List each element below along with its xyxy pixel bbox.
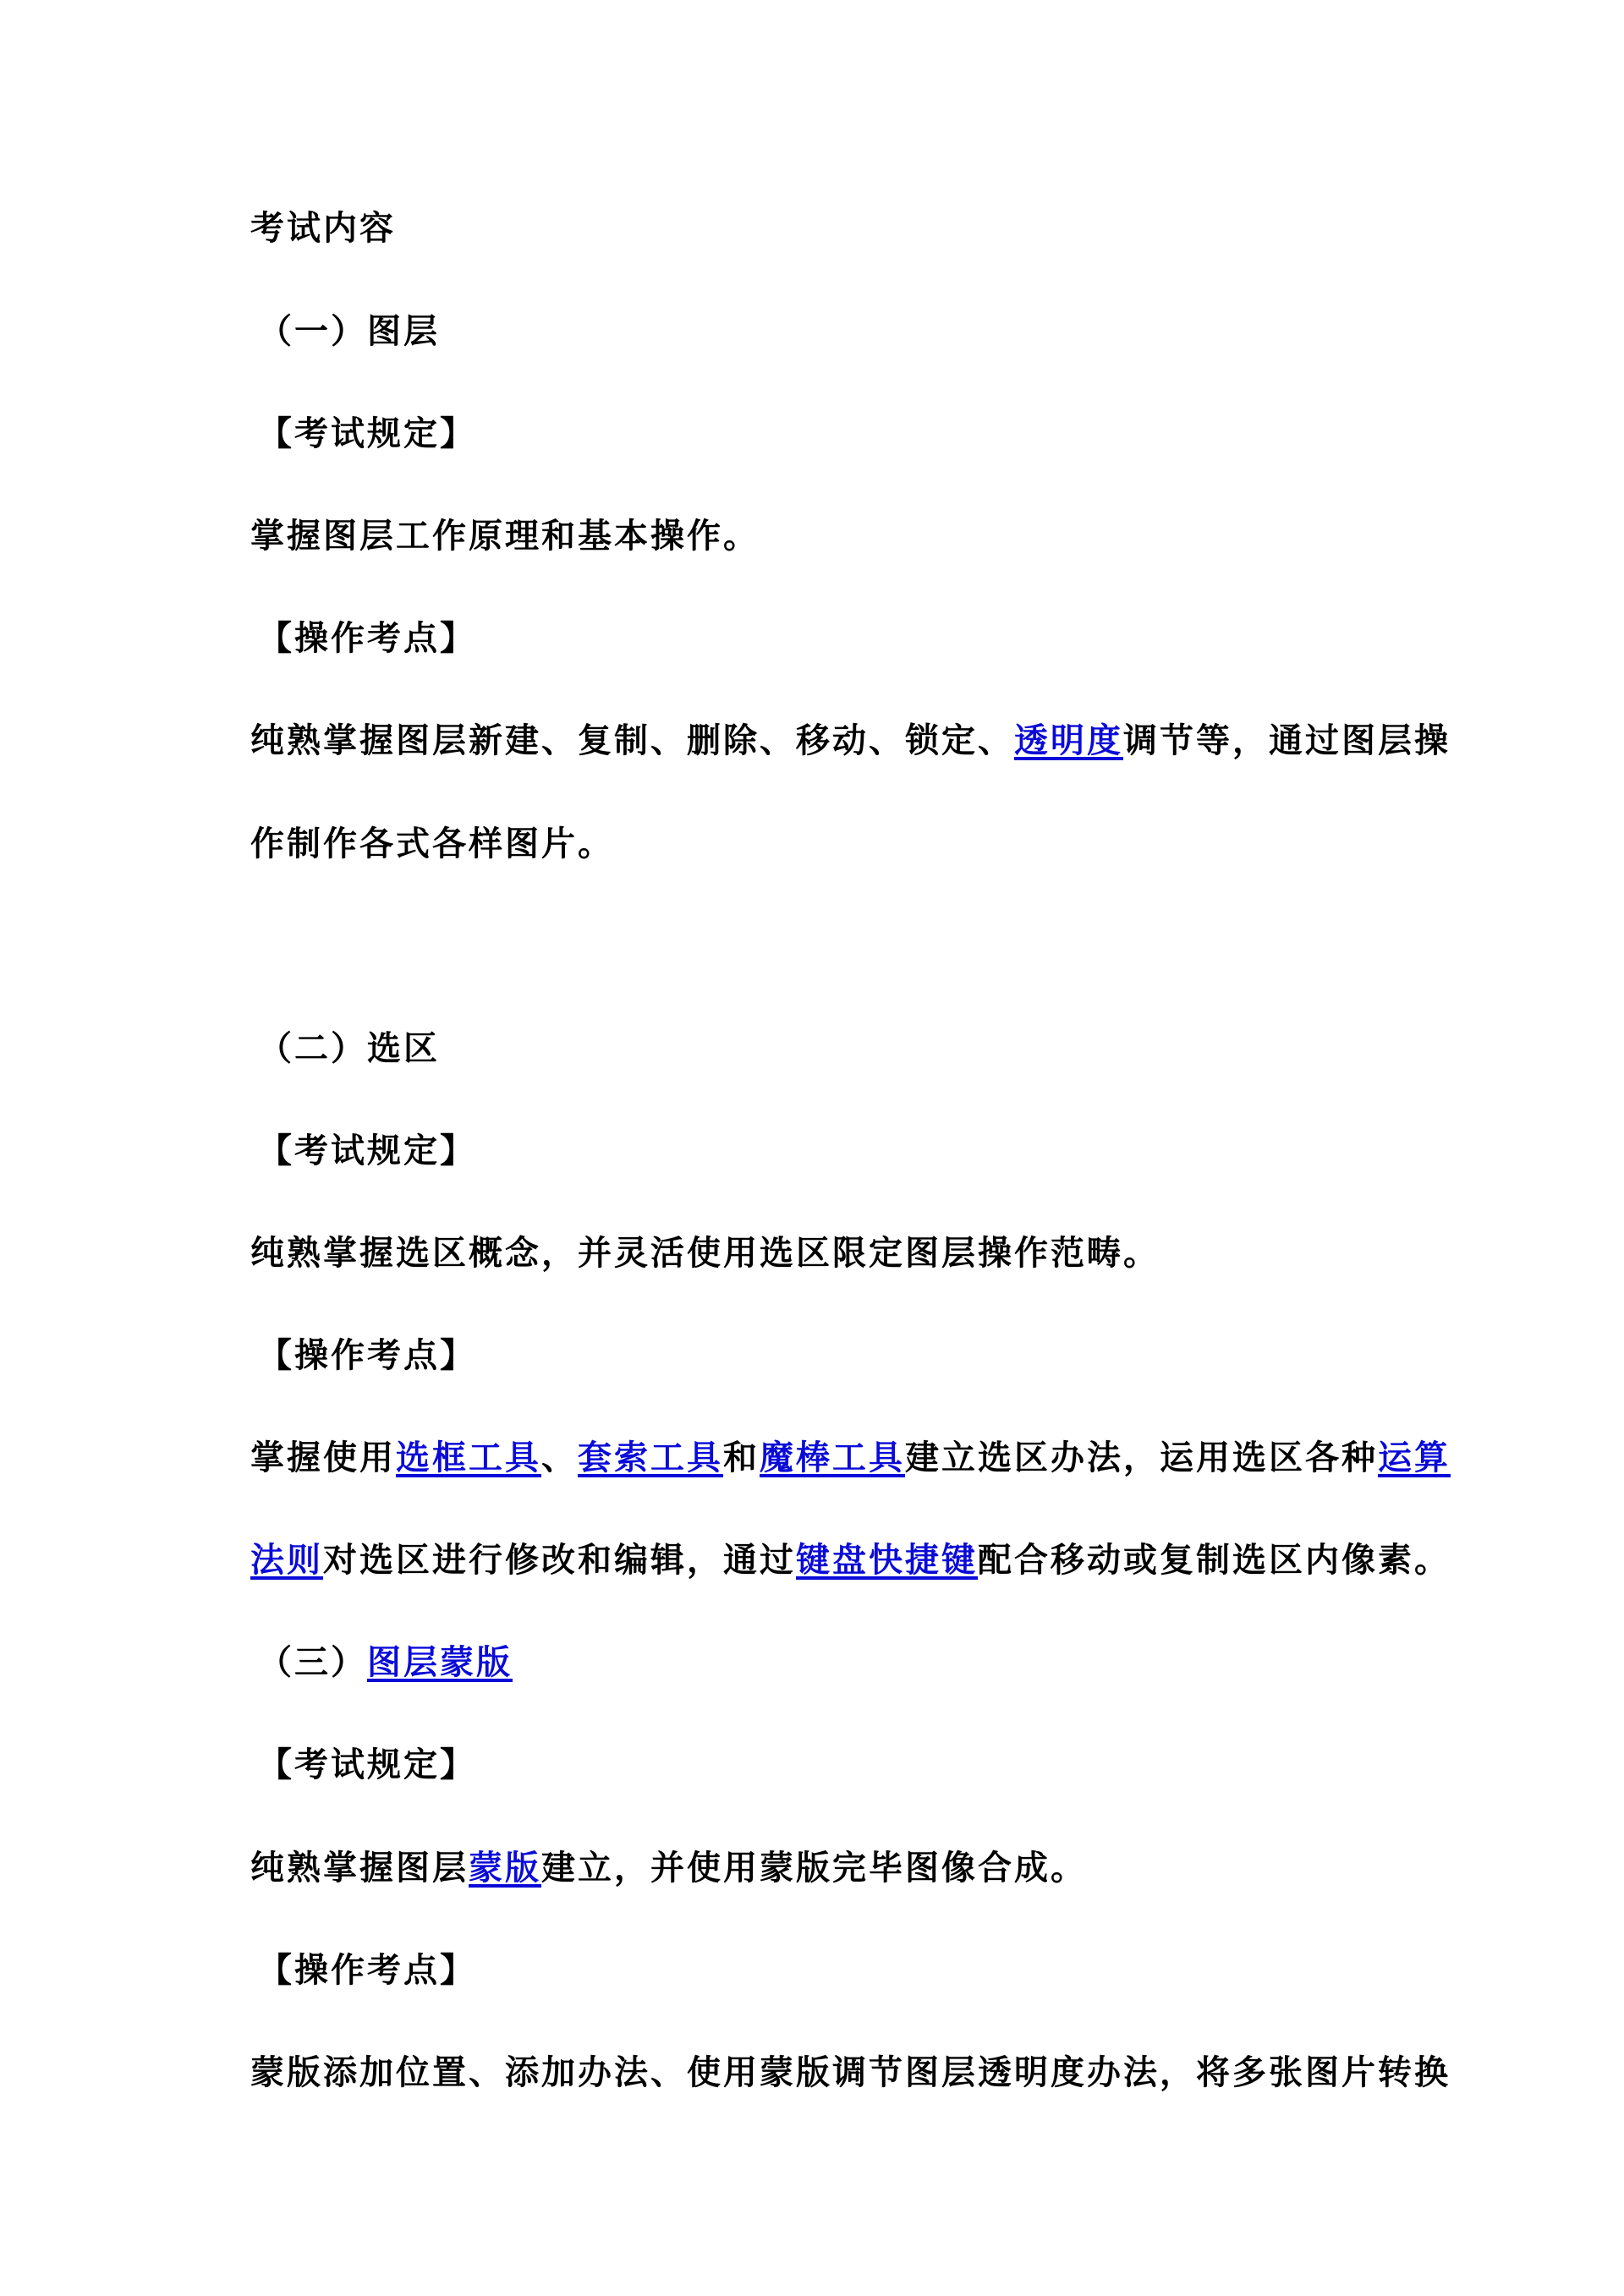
marquee-tool-link[interactable]: 选框工具 [396, 1438, 541, 1477]
section-3-rule-heading: 【考试规定】 [258, 1745, 476, 1784]
mask-link[interactable]: 蒙版 [469, 1848, 541, 1888]
lasso-tool-link[interactable]: 套索工具 [578, 1438, 723, 1477]
section-2-points-text-2: 对选区进行修改和编辑，通过 [323, 1540, 796, 1580]
transparency-link[interactable]: 透明度 [1014, 721, 1123, 760]
document-heading: 考试内容 [250, 208, 396, 248]
section-2-points-text: 掌握使用 [250, 1438, 396, 1477]
section-1-points-line-1 [250, 717, 1451, 764]
section-3-rule-text [250, 1844, 1087, 1892]
section-2-rule-heading: 【考试规定】 [258, 1131, 476, 1170]
section-3-rule-text-after: 建立，并使用蒙版完毕图像合成。 [541, 1848, 1087, 1888]
section-3-title [258, 1639, 513, 1686]
section-2-points-separator: 、 [541, 1438, 578, 1477]
keyboard-shortcut-link[interactable]: 键盘快捷键 [796, 1540, 978, 1580]
section-1-points-line-2: 作制作各式各样图片。 [250, 824, 614, 863]
section-2-rule-text: 纯熟掌握选区概念，并灵活使用选区限定图层操作范畴。 [250, 1233, 1160, 1273]
operation-rules-link-part-1[interactable]: 运算 [1378, 1438, 1451, 1477]
section-2-points-line-1 [250, 1434, 1451, 1482]
operation-rules-link-part-2[interactable]: 法则 [250, 1540, 323, 1580]
section-1-title: （一）图层 [258, 311, 440, 351]
section-3-points-heading: 【操作考点】 [258, 1950, 476, 1990]
layer-mask-link[interactable]: 图层蒙版 [367, 1642, 513, 1682]
section-1-points-heading: 【操作考点】 [258, 618, 476, 658]
section-1-points-text: 纯熟掌握图层新建、复制、删除、移动、锁定、 [250, 721, 1014, 760]
section-3-points-line-1: 蒙版添加位置、添加办法、使用蒙版调节图层透明度办法，将多张图片转换 [250, 2052, 1451, 2092]
section-2-points-text-mid: 建立选区办法，运用选区各种 [905, 1438, 1378, 1477]
section-2-title: （二）选区 [258, 1028, 440, 1068]
section-2-points-line-2 [250, 1537, 1451, 1584]
section-2-points-heading: 【操作考点】 [258, 1335, 476, 1375]
section-1-rule-text: 掌握图层工作原理和基本操作。 [250, 516, 760, 556]
magic-wand-tool-link[interactable]: 魔棒工具 [760, 1438, 905, 1477]
section-3-title-prefix: （三） [258, 1642, 367, 1682]
section-3-rule-text-before: 纯熟掌握图层 [250, 1848, 469, 1888]
section-1-points-text-after: 调节等，通过图层操 [1123, 721, 1451, 760]
section-1-rule-heading: 【考试规定】 [258, 414, 476, 453]
section-2-points-text-end: 配合移动或复制选区内像素。 [978, 1540, 1451, 1580]
section-2-points-conjunction: 和 [723, 1438, 760, 1477]
